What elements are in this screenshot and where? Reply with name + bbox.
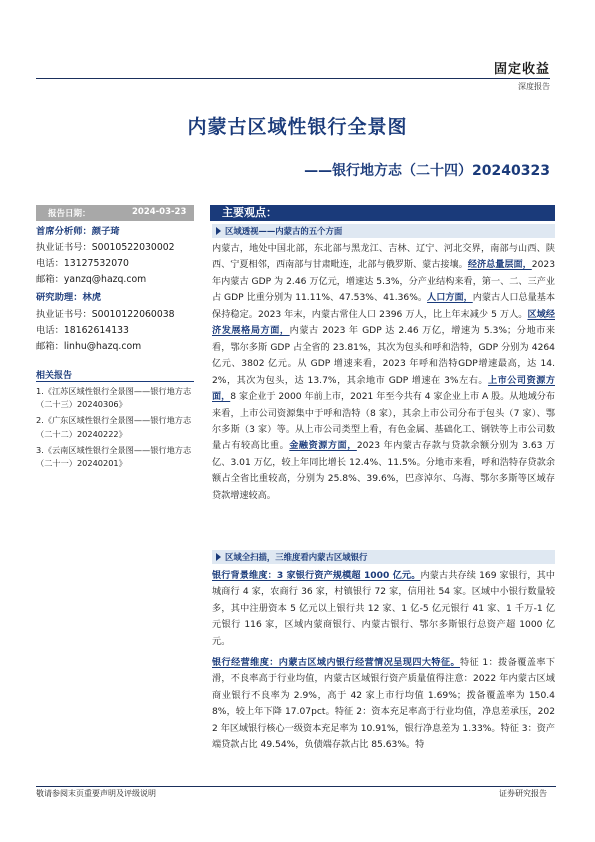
- footer-label: 证券研究报告: [499, 789, 547, 798]
- highlight-phrase: 区域经济发展格局方面，: [212, 309, 555, 337]
- highlight-phrase: 人口方面，: [427, 293, 473, 304]
- related-report-item[interactable]: 2.《广东区域性银行全景图——银行地方志（二十二）20240222》: [36, 415, 192, 439]
- triangle-bullet-icon: [216, 553, 221, 561]
- section2-paragraph-2: [212, 655, 555, 754]
- analyst-line-2: 执业证书号：S0010522030002: [36, 242, 175, 253]
- highlight-phrase: 金融资源方面，: [289, 441, 357, 452]
- page-subtitle: ——银行地方志（二十四）20240323: [304, 163, 550, 179]
- analyst-line-4[interactable]: 邮箱：yanzq@hazq.com: [36, 274, 147, 285]
- related-reports-divider: [36, 381, 194, 382]
- section1-title: 区域透视——内蒙古的五个方面: [216, 224, 342, 238]
- analyst-line-7: 电话：18162614133: [36, 325, 129, 336]
- body-text: 8 家企业于 2000 年前上市，2021 年至今共有 4 家企业上市 A 股。从地域分布来看，上市公司资源集中于呼和浩特（8 家），其余上市公司分布于包头（7 家）、鄂尔多斯（3 家）等。从上市公司类型上看，有色金属、基础化工、钢铁等上市公司数量占有较高比重。: [212, 392, 556, 452]
- analyst-line-6: 执业证书号：S0010122060038: [36, 309, 175, 320]
- body-text: 特征 1：拨备覆盖率下滑，不良率高于行业均值，内蒙古区域银行资产质量值得注意：2022 年内蒙古区域商业银行不良率为 2.9%，高于 42 家上市行均值 1.69%；拨备覆盖率为 150.48%，较上年下降 17.07pct。特征 2：资本充足率高于行业均值，净息差承压，2022 年区域银行核心一级资本充足率为 10.91%，银行净息差为 1.33%。特征 3：资产端贷款占比 49.54%，负债端存款占比 85.63%。特: [212, 658, 555, 751]
- body-text: 内蒙古，地处中国北部，东北部与黑龙江、吉林、辽宁、河北交界，南部与山西、陕西、宁夏相邻，西南部与甘肃毗连，北部与俄罗斯、蒙古接壤。: [212, 244, 555, 271]
- highlight-phrase: 上市公司资源方面，: [212, 375, 555, 403]
- body-text: 内蒙古人口总量基本保持稳定。2023 年末，内蒙古常住人口 2396 万人，比上年末减少 5 万人。: [212, 293, 555, 320]
- highlight-phrase: 银行经营维度：内蒙古区域内银行经营情况呈现四大特征。: [212, 658, 461, 668]
- report-date-label: 报告日期：: [48, 209, 91, 219]
- triangle-bullet-icon: [216, 227, 221, 235]
- analyst-line-5: 研究助理：林虎: [36, 292, 102, 303]
- footer-divider: [36, 786, 556, 787]
- report-type: 深度报告: [518, 82, 550, 91]
- related-report-item[interactable]: 1.《江苏区域性银行全景图——银行地方志（二十三）20240306》: [36, 386, 192, 410]
- key-views-label: 主要观点：: [222, 206, 277, 219]
- footer-disclaimer[interactable]: 敬请参阅末页重要声明及评级说明: [36, 789, 156, 798]
- header-divider: [36, 78, 550, 79]
- page-title: 内蒙古区域性银行全景图: [187, 116, 408, 138]
- highlight-phrase: 经济总量层面，: [467, 260, 532, 271]
- body-text: 内蒙古 2023 年 GDP 达 2.46 万亿，增速为 5.3%；分地市来看，鄂尔多斯 GDP 占全省的 23.81%，其次为包头和呼和浩特，GDP 分别为 4264 亿元、3802 亿元。从 GDP 增速来看，2023 年呼和浩特GDP增速最高，达 14.2%，其次为包头，达 13.7%，其余地市 GDP 增速在 3%左右。: [212, 326, 555, 386]
- related-report-item[interactable]: 3.《云南区域性银行全景图——银行地方志（二十一）20240201》: [36, 444, 192, 469]
- analyst-line-1: 首席分析师：颜子琦: [36, 226, 120, 237]
- section2-title: 区域全扫描，三维度看内蒙古区域银行: [216, 550, 367, 564]
- related-reports-title: 相关报告: [36, 371, 73, 381]
- body-text: 内蒙古共存续 169 家银行，其中城商行 4 家，农商行 36 家，村镇银行 72 家，信用社 54 家。区域中小银行数量较多，其中注册资本 5 亿元以上银行共 12 家、1 亿-5 亿元银行 41 家、1 千万-1 亿元银行 116 家，区域内蒙商银行、内蒙古银行、鄂尔多斯银行总资产超 1000 亿元。: [212, 571, 556, 647]
- section1-body: [212, 241, 555, 504]
- analyst-line-8[interactable]: 邮箱：linhu@hazq.com: [36, 341, 142, 352]
- section2-paragraph-1: [212, 568, 555, 650]
- analyst-line-3: 电话：13127532070: [36, 258, 129, 269]
- highlight-phrase: 银行背景维度：3 家银行资产规模超 1000 亿元。: [212, 571, 421, 581]
- body-text: 2023 年内蒙古 GDP 为 2.46 万亿元，增速达 5.3%，分产业结构来看，第一、二、三产业占 GDP 比重分别为 11.11%、47.53%、41.36%。: [212, 260, 556, 304]
- report-category: 固定收益: [493, 62, 550, 77]
- related-reports-list: [36, 385, 196, 473]
- report-date-value: 2024-03-23: [132, 207, 187, 217]
- body-text: 2023 年内蒙古存款与贷款余额分别为 3.63 万亿、3.01 万亿，较上年同比增长 12.4%、11.5%。分地市来看，呼和浩特存贷款余额占全省比重较高，分别为 25.8%、39.6%，巴彦淖尔、乌海、鄂尔多斯等区域存贷款增速较高。: [212, 441, 555, 501]
